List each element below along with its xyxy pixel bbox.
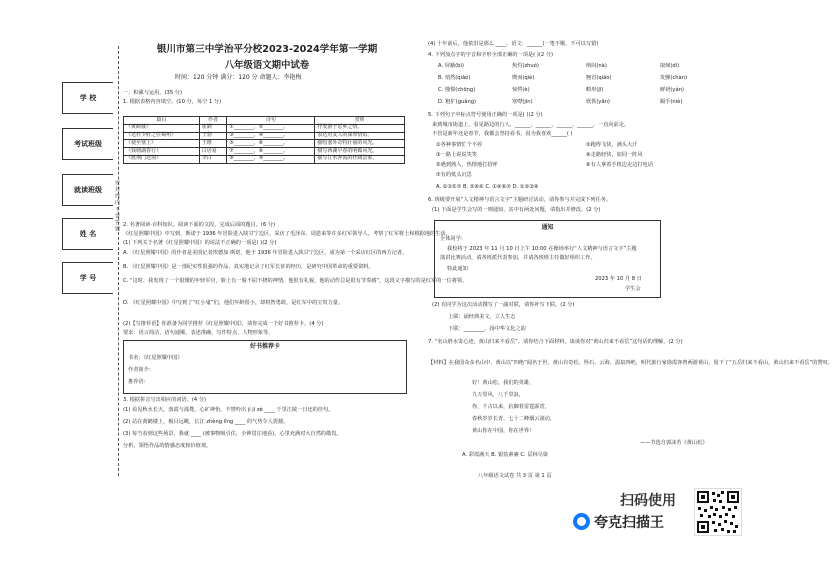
q3-item-1: (1) 看见秋水长天，落霞与孤鹜，心旷神怡，不禁吟出 jí jí zé ____ 千里江陵一日还的佳句。 — [123, 407, 334, 413]
name-field-box: 姓 名 — [62, 218, 113, 250]
q5-opts-row-1: ①各种事情忙个不停 ②跑得飞快，满头大汗 — [436, 142, 638, 148]
table-cell: 《送杜少府之任蜀州》 — [124, 132, 200, 140]
notice-salutation: 全体同学： — [440, 236, 466, 242]
table-header: 诗句 — [227, 117, 315, 125]
table-row — [124, 124, 405, 132]
table-cell: 《钱塘湖春行》 — [124, 148, 200, 156]
couplet-lower: 下联：________，扬中华文化之韵 — [448, 326, 526, 332]
page-footer: 八年级语文试卷 共 3 页 第 1 页 — [478, 473, 552, 479]
notice-signature: 学生会 — [625, 286, 641, 292]
exam-meta: 时间：120 分钟 满分：120 分 命题人：李艳梅 — [175, 74, 302, 81]
table-cell: 李白 — [199, 155, 227, 163]
table-cell: 《使至塞上》 — [124, 140, 200, 148]
table-cell: 描写西湖早春的明媚风光。 — [315, 148, 405, 156]
q3-item-3: (3) 每当看到这些场景，我就 ____ (被事物吸引住，全神贯注地看)，心里充满对大自然的敬畏。 — [123, 431, 342, 437]
q2-option-c: C. “这时，我发现了一个很矮的年轻军官，脸上有一股不屈不挠的神情，他很有礼貌，他的动作总是很有节奏感”，这段文字描写的是红军的一位将领。 — [123, 278, 468, 284]
exam-class-field-box: 考试班级 — [62, 128, 113, 160]
poem-source: ——节选自郭沫若《黄山松》 — [640, 440, 708, 446]
table-cell: ①________，②________。 — [227, 124, 315, 132]
q3-item-2: (2) 站在黄鹤楼上，极目远眺，长江 zhèng lǐng ____ 的气势令人震撼。 — [123, 419, 289, 425]
poem-line-1: 好！黄山松，我们的英雄， — [472, 380, 535, 386]
section-1-title: 一、积累与运用。(35 分) — [123, 90, 182, 96]
q2-sub1: (1) 下列关于名著《红星照耀中国》的说法不正确的一项是( )(2 分) — [123, 240, 277, 246]
qr-code-graphic — [695, 489, 741, 535]
q3-tail: 分析，领悟作品的情感态度和价值观。 — [123, 443, 212, 449]
q5-opts-row-4: ⑦有的低头沉思 — [436, 172, 472, 178]
q6-stem: 6. 班级要开展“人文精神与语言文字”主题研讨活动，请你参与并完成下列任务。 — [428, 197, 612, 203]
card-title: 好书推荐卡 — [249, 343, 280, 350]
q5-line-2: 不管是新年还是春节，我都会坚持看书，因为我喜欢______( ) — [432, 131, 573, 137]
q3-stem: 3. 根据拼音写出相应的词语。(4 分) — [123, 397, 207, 403]
q5-choices: A. ①③⑤⑦ B. ②④⑥ C. ①④⑥⑦ D. ①②③④ — [436, 184, 539, 190]
table-row — [124, 140, 405, 148]
card-reason-label: 推荐语： — [128, 379, 149, 385]
notice-body-2: 演讲比赛活动，请各班派代表参加，并请各班班主任做好组织工作。 — [440, 255, 596, 261]
seal-line-warning: 密 封 线 内 不 要 答 题 — [114, 180, 120, 232]
q2-option-b: B. 《红星照耀中国》是一部纪实性很强的作品，真实地记录了红军长征的经历，是研究中国革命的重要资料。 — [123, 264, 374, 270]
notice-body-1: 我校将于 2023 年 11 月 10 日上午 10:00 在操场举行“人文精神与语言文字”主题 — [447, 246, 637, 252]
notice-title: 通知 — [541, 224, 554, 231]
table-cell: ⑤________，⑥________。 — [227, 140, 315, 148]
poem-line-2: 九万里风，八千里浪， — [472, 392, 524, 398]
table-cell: 崔颢 — [199, 124, 227, 132]
q4-row-a: A. 屏蔽(bì) 焦灼(zhuó) 纳闷(nà) 取缔(dì) — [438, 63, 680, 69]
q2-sub2-hint: 要求：语言简洁，语句通顺，表述准确，写作特点、人物形象等。 — [123, 330, 274, 336]
q5-stem: 5. 下列句子中标点符号使用正确的一项是( )(2 分) — [428, 112, 543, 118]
notice-box — [434, 220, 661, 298]
q6-sub1: (1) 下面是学生会写的一则通知，其中有两处问题，请指出并修改。(2 分) — [432, 207, 601, 213]
table-cell: ⑦________，⑧________。 — [227, 148, 315, 156]
couplet-upper: 上联：诵经典美文，立人生志 — [448, 314, 516, 320]
table-header: 篇目 — [124, 117, 200, 125]
class-field-box: 就读班级 — [62, 174, 113, 206]
table-cell: 王勃 — [199, 132, 227, 140]
q1-stem: 1. 根据表格内容填空。(10 分，每空 1 分) — [123, 99, 222, 105]
poem-line-3: 你，千古以来，抗御着雷霆霹雳， — [472, 404, 550, 410]
q2-sub2: (2)【写推荐语】你准备为同学推荐《红星照耀中国》，请你完成一个好书推荐卡。(4 分) — [123, 321, 324, 327]
school-title: 银川市第三中学治平分校2023-2024学年第一学期 — [156, 44, 378, 55]
table-cell: 描写江水奔流的壮阔景象。 — [315, 155, 405, 163]
table-header: 作者 — [199, 117, 227, 125]
brand-name: 夸克扫描王 — [594, 515, 664, 531]
table-cell: 白居易 — [199, 148, 227, 156]
kuake-logo-icon — [573, 513, 590, 530]
qr-code-icon[interactable] — [694, 488, 742, 536]
table-cell: ⑨________，⑩________。 — [227, 155, 315, 163]
poetry-table — [123, 116, 405, 164]
q4-row-d: D. 粗犷(guǎng) 寒噤(jìn) 恹恹(yān) 蹑手(niè) — [438, 99, 683, 105]
q4-row-b: B. 悄然(qiǎo) 锲而(qiè) 翘首(qiáo) 发颤(chàn) — [438, 75, 688, 81]
student-id-field-box: 学 号 — [62, 262, 113, 294]
table-cell: 《渡荆门送别》 — [124, 155, 200, 163]
q5-opts-row-2: ③一路上说说笑笑 ④走路轻快，如同一阵风 — [436, 152, 643, 158]
q5-line-1: 来到城市街道上，看见路边的行人，______，______，______，______，一直向前走。 — [432, 122, 630, 128]
exam-title: 八年级语文期中试卷 — [224, 60, 310, 71]
q2-option-a: A. 《红星照耀中国》的作者是美国记者埃德加·斯诺，他于 1936 年冒险进入陕甘宁边区，成为第一个采访红区的西方记者。 — [123, 250, 408, 256]
table-header: 赏析 — [315, 117, 405, 125]
card-book-label: 书名：《红星照耀中国》 — [128, 355, 183, 361]
q2-stem: 2. 名著阅读·百科知识。阅读下面的文段，完成后面的题目。(6 分) — [123, 222, 276, 228]
table-cell: 描绘塞外奇特壮丽的风光。 — [315, 140, 405, 148]
q7-material: 【材料】在我国众多名山中，黄山以“四绝”闻名于世。黄山有奇松、怪石、云海、温泉四绝，明代旅行家徐霞客曾两游黄山，留下了“五岳归来不看山，黄山归来不看岳”的赞叹。 — [428, 360, 833, 366]
table-row — [124, 132, 405, 140]
table-cell: 《黄鹤楼》 — [124, 124, 200, 132]
table-cell: 王维 — [199, 140, 227, 148]
notice-closing: 特此通知 — [447, 266, 468, 272]
seal-line — [118, 46, 119, 476]
q4-stem: 4. 下列加点字的字音和字形全部正确的一项是( )(2 分) — [428, 52, 554, 58]
poem-line-4: 春秋岁岁长青，七十二峰烟云滚动， — [472, 416, 556, 422]
school-field-box: 学 校 — [62, 82, 113, 114]
notice-date: 2023 年 10 月 8 日 — [595, 276, 642, 282]
q2-passage: 《红星照耀中国》中写到，斯诺于 1936 年冒险进入陕甘宁边区，采访了毛泽东、周恩来等许多红军领导人，考察了红军将士和根据地的生活。 — [123, 231, 451, 237]
card-type-label: 作者简介： — [128, 367, 154, 373]
q-prev-4: (4) 十年前后，他依旧是那么 ____。语文：______(一笔不顺，不可以写错) — [428, 41, 599, 47]
table-cell: 抒发游子思乡之情。 — [315, 124, 405, 132]
q5-opts-row-3: ⑤遇到熟人，热情地打招呼 ⑥有人拿着手机边走边打电话 — [436, 162, 653, 168]
poem-line-5: 黄山你在中国，你在世界！ — [472, 428, 535, 434]
q4-row-c: C. 憧憬(chōng) 惊愕(è) 畸形(jī) 鲜妍(yán) — [438, 87, 684, 93]
q6-sub2: (2) 有同学为这次活动撰写了一副对联，请你补写下联。(2 分) — [432, 302, 575, 308]
table-header-row — [124, 117, 405, 125]
q7-choices: A. 彩霞满天 B. 银装素裹 C. 层林尽染 — [462, 452, 549, 458]
scan-label: 扫码使用 — [620, 493, 676, 509]
table-row — [124, 155, 405, 163]
q2-option-d: D. 《红星照耀中国》中写到了“红小鬼”们，他们年龄很小，却机智勇敢，是红军中的宝贵力量。 — [123, 300, 344, 306]
q7-stem: 7. “名山胜水寄心迹，黄山归来不看岳”。请你结合下面材料，谈谈你对“黄山归来不看岳”这句话的理解。(2 分) — [428, 339, 683, 345]
table-cell: ③________，④________。 — [227, 132, 315, 140]
book-recommend-card — [123, 340, 407, 394]
table-cell: 表达对友人的深厚情谊。 — [315, 132, 405, 140]
